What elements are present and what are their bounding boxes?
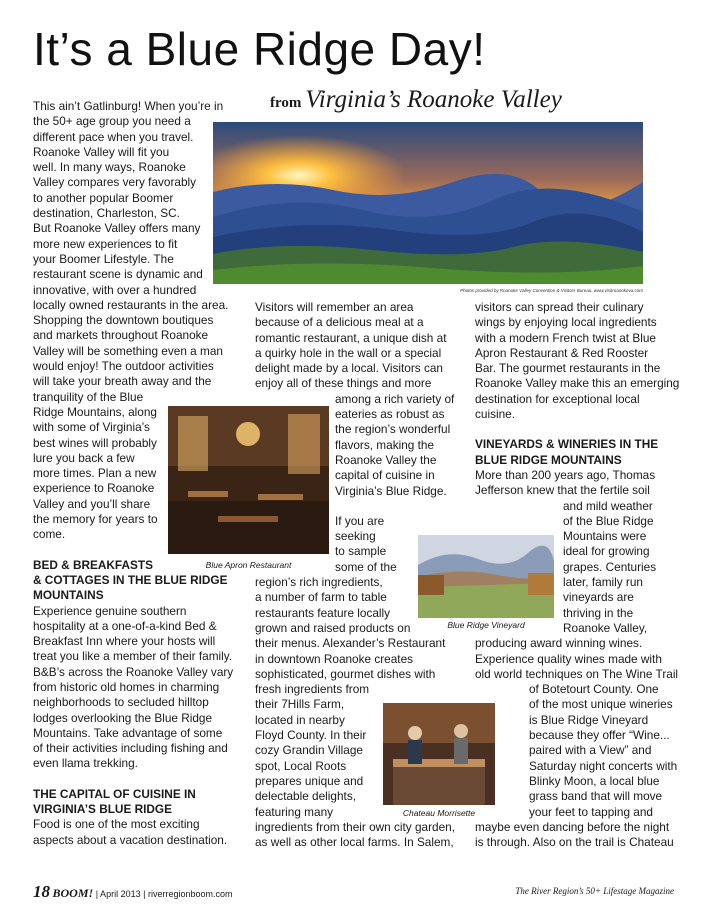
text-line: and markets throughout Roanoke [33,328,209,343]
text-line: the 50+ age group you need a [33,114,191,129]
col3-para-b [475,468,682,499]
heading-line: BLUE RIDGE MOUNTAINS [475,452,622,467]
text-line: come. [33,527,66,542]
text-line: of their activities including fishing and [33,741,228,756]
text-line: prepares unique and [255,773,364,788]
text-line: visitors can spread their culinary [475,300,644,314]
text-line: because they offer “Wine... [529,728,670,743]
text-line: treat you like a member of their family. [33,649,233,664]
text-line: Mountains were [563,529,647,544]
text-line: of the most unique wineries [529,697,673,712]
website: riverregionboom.com [147,889,233,899]
text-line: capital of cuisine in [335,468,435,483]
text-line: your feet to tapping and [529,804,653,819]
issue-date: | April 2013 | [95,889,146,899]
text-line: Virginia’s Blue Ridge. [335,483,447,498]
heading-line: VINEYARDS & WINERIES IN THE [475,437,659,452]
footer-left [33,882,233,902]
text-line: Valley will be something even a man [33,343,223,358]
col2-para-d [255,575,465,850]
text-line: Blinky Moon, a local blue [529,773,660,788]
heading-line: BED & BREAKFASTS [33,557,153,572]
col2-para-a [255,300,465,392]
col3-para-a [475,300,682,422]
text-line: Roanoke Valley, [563,620,648,635]
caption-restaurant: Blue Apron Restaurant [205,560,292,570]
text-line: destination for exceptional local [475,391,640,406]
text-line: cozy Grandin Village [255,743,363,758]
text-line: aspects about a vacation destination. [33,832,228,847]
bb-heading [33,558,243,604]
subtitle-from: from [270,95,302,111]
text-line: Breakfast Inn where your hosts will [33,634,216,649]
text-line: because of a delicious meal at a [255,315,424,330]
text-line: eateries as robust as [335,407,445,422]
text-line: even llama trekking. [33,756,138,771]
text-line: Experience genuine southern [33,603,187,618]
text-line: Saturday night concerts with [529,758,678,773]
col2-para-c [255,514,465,575]
col3-para-e [475,682,682,820]
page-number: 18 [33,882,50,901]
text-line: Floyd County. In their [255,728,367,743]
text-line: well. In many ways, Roanoke [33,160,186,175]
vine-heading [475,437,682,468]
text-line: different pace when you travel. [33,129,194,144]
caption-vineyard: Blue Ridge Vineyard [447,620,525,630]
text-line: destination, Charleston, SC. [33,206,180,221]
hero-mountain-sunset-image [213,122,643,284]
text-line: producing award winning wines. [475,636,643,651]
footer-tagline: The River Region’s 50+ Lifestage Magazine [515,886,674,896]
text-line: of Botetourt County. One [529,682,659,697]
text-line: region’s rich ingredients, [255,575,383,590]
text-line: vineyards are [563,590,634,605]
text-line: fresh ingredients from [255,682,370,697]
text-line: hospitality at a one-of-a-kind Bed & [33,618,217,633]
text-line: Apron Restaurant & Red Rooster [475,345,649,360]
text-line: Roanoke Valley make this an emerging [475,376,680,391]
text-line: Bar. The gourmet restaurants in the [475,361,661,376]
text-line: best wines will probably [33,435,157,450]
text-line: Valley compares very favorably [33,175,197,190]
text-line: Roanoke Valley the [335,452,437,467]
text-line: is through. Also on the trail is Chateau [475,835,674,850]
text-line: will take your breath away and the [33,374,212,389]
magazine-name: BOOM! [52,886,94,900]
text-line: restaurants feature locally [255,605,391,620]
text-line: delight made by a local. Visitors can [255,361,443,376]
text-line: Experience quality wines made with [475,651,662,666]
page-title: It’s a Blue Ridge Day! [33,23,486,75]
bb-paragraph [33,604,243,772]
text-line: More than 200 years ago, Thomas [475,467,656,482]
col2-para-b [255,392,465,499]
text-line: Ridge Mountains, along [33,404,157,419]
text-line: among a rich variety of [335,391,455,406]
text-line: in downtown Roanoke creates [255,651,414,666]
text-line: their menus. Alexander’s Restaurant [255,636,446,651]
text-line: some of the [335,559,397,574]
text-line: spot, Local Roots [255,758,347,773]
text-line: romantic restaurant, a unique dish at [255,330,447,345]
intro-paragraph [33,99,243,543]
text-line: located in nearby [255,712,345,727]
text-line: as well as other local farms. In Salem, [255,835,454,850]
text-line: more new experiences to fit [33,236,178,251]
text-line: a quirky hole in the wall or a special [255,345,442,360]
heading-line: & COTTAGES IN THE BLUE RIDGE [33,572,228,587]
text-line: their 7Hills Farm, [255,697,345,712]
text-line: If you are [335,513,385,528]
text-line: This ain’t Gatlinburg! When you’re in [33,99,224,113]
article-column-3 [475,300,682,850]
col3-para-c [475,499,682,637]
text-line: lodges overlooking the Blue Ridge [33,710,213,725]
cuisine-paragraph [33,817,243,848]
text-line: B&B’s across the Roanoke Valley vary [33,664,234,679]
text-line: and mild weather [563,498,653,513]
text-line: neighborhoods to secluded hilltop [33,695,209,710]
text-line: grapes. Centuries [563,559,657,574]
text-line: with a modern French twist at Blue [475,330,656,345]
text-line: old world techniques on The Wine Trail [475,666,679,681]
text-line: later, family run [563,575,643,590]
text-line: to sample [335,544,387,559]
text-line: ingredients from their own city garden, [255,819,455,834]
subtitle-place: Virginia’s Roanoke Valley [305,86,562,113]
text-line: thriving in the [563,605,634,620]
text-line: is Blue Ridge Vineyard [529,712,649,727]
text-line: more times. Plan a new [33,466,157,481]
text-line: would enjoy! The outdoor activities [33,359,214,374]
text-line: Visitors will remember an area [255,300,414,314]
text-line: But Roanoke Valley offers many [33,221,201,236]
text-line: grass band that will move [529,789,663,804]
text-line: tranquility of the Blue [33,389,144,404]
text-line: seeking [335,529,376,544]
text-line: experience to Roanoke [33,481,155,496]
text-line: paired with a View” and [529,743,652,758]
text-line: wings by enjoying local ingredients [475,315,657,330]
text-line: Roanoke Valley will fit you [33,144,170,159]
text-line: Jefferson knew that the fertile soil [475,483,650,498]
text-line: with some of Virginia’s [33,420,150,435]
subtitle [270,86,562,114]
text-line: a number of farm to table [255,590,387,605]
text-line: innovative, with over a hundred [33,282,197,297]
caption-chateau: Chateau Morrisette [402,808,476,818]
text-line: the region’s wonderful [335,422,451,437]
text-line: sophisticated, gourmet dishes with [255,666,436,681]
text-line: featuring many [255,804,334,819]
text-line: lure you back a few [33,450,135,465]
text-line: from historic old homes in charming [33,679,220,694]
col3-para-d [475,636,682,682]
text-line: the memory for years to [33,512,158,527]
text-line: to another popular Boomer [33,190,174,205]
text-line: ideal for growing [563,544,650,559]
text-line: delectable delights, [255,789,356,804]
photo-credit: Photos provided by Roanoke Valley Convention & Visitors Bureau. www.visitroanokeva.com [460,288,643,293]
heading-line: VIRGINIA’S BLUE RIDGE [33,802,172,817]
text-line: Valley and you’ll share [33,496,151,511]
text-line: of the Blue Ridge [563,513,654,528]
text-line: enjoy all of these things and more [255,376,432,391]
heading-line: MOUNTAINS [33,588,104,603]
text-line: flavors, making the [335,437,435,452]
text-line: locally owned restaurants in the area. [33,297,229,312]
text-line: your Boomer Lifestyle. The [33,251,174,266]
text-line: restaurant scene is dynamic and [33,267,203,282]
col3-para-f [475,820,682,851]
text-line: grown and raised products on [255,620,411,635]
heading-line: THE CAPITAL OF CUISINE IN [33,786,196,801]
text-line: cuisine. [475,407,515,422]
text-line: Food is one of the most exciting [33,817,200,832]
cuisine-heading [33,787,243,818]
article-column-2 [255,300,465,850]
text-line: maybe even dancing before the night [475,819,670,834]
text-line: Shopping the downtown boutiques [33,313,214,328]
text-line: Mountains. Take advantage of some [33,725,223,740]
article-column-1 [33,99,243,848]
